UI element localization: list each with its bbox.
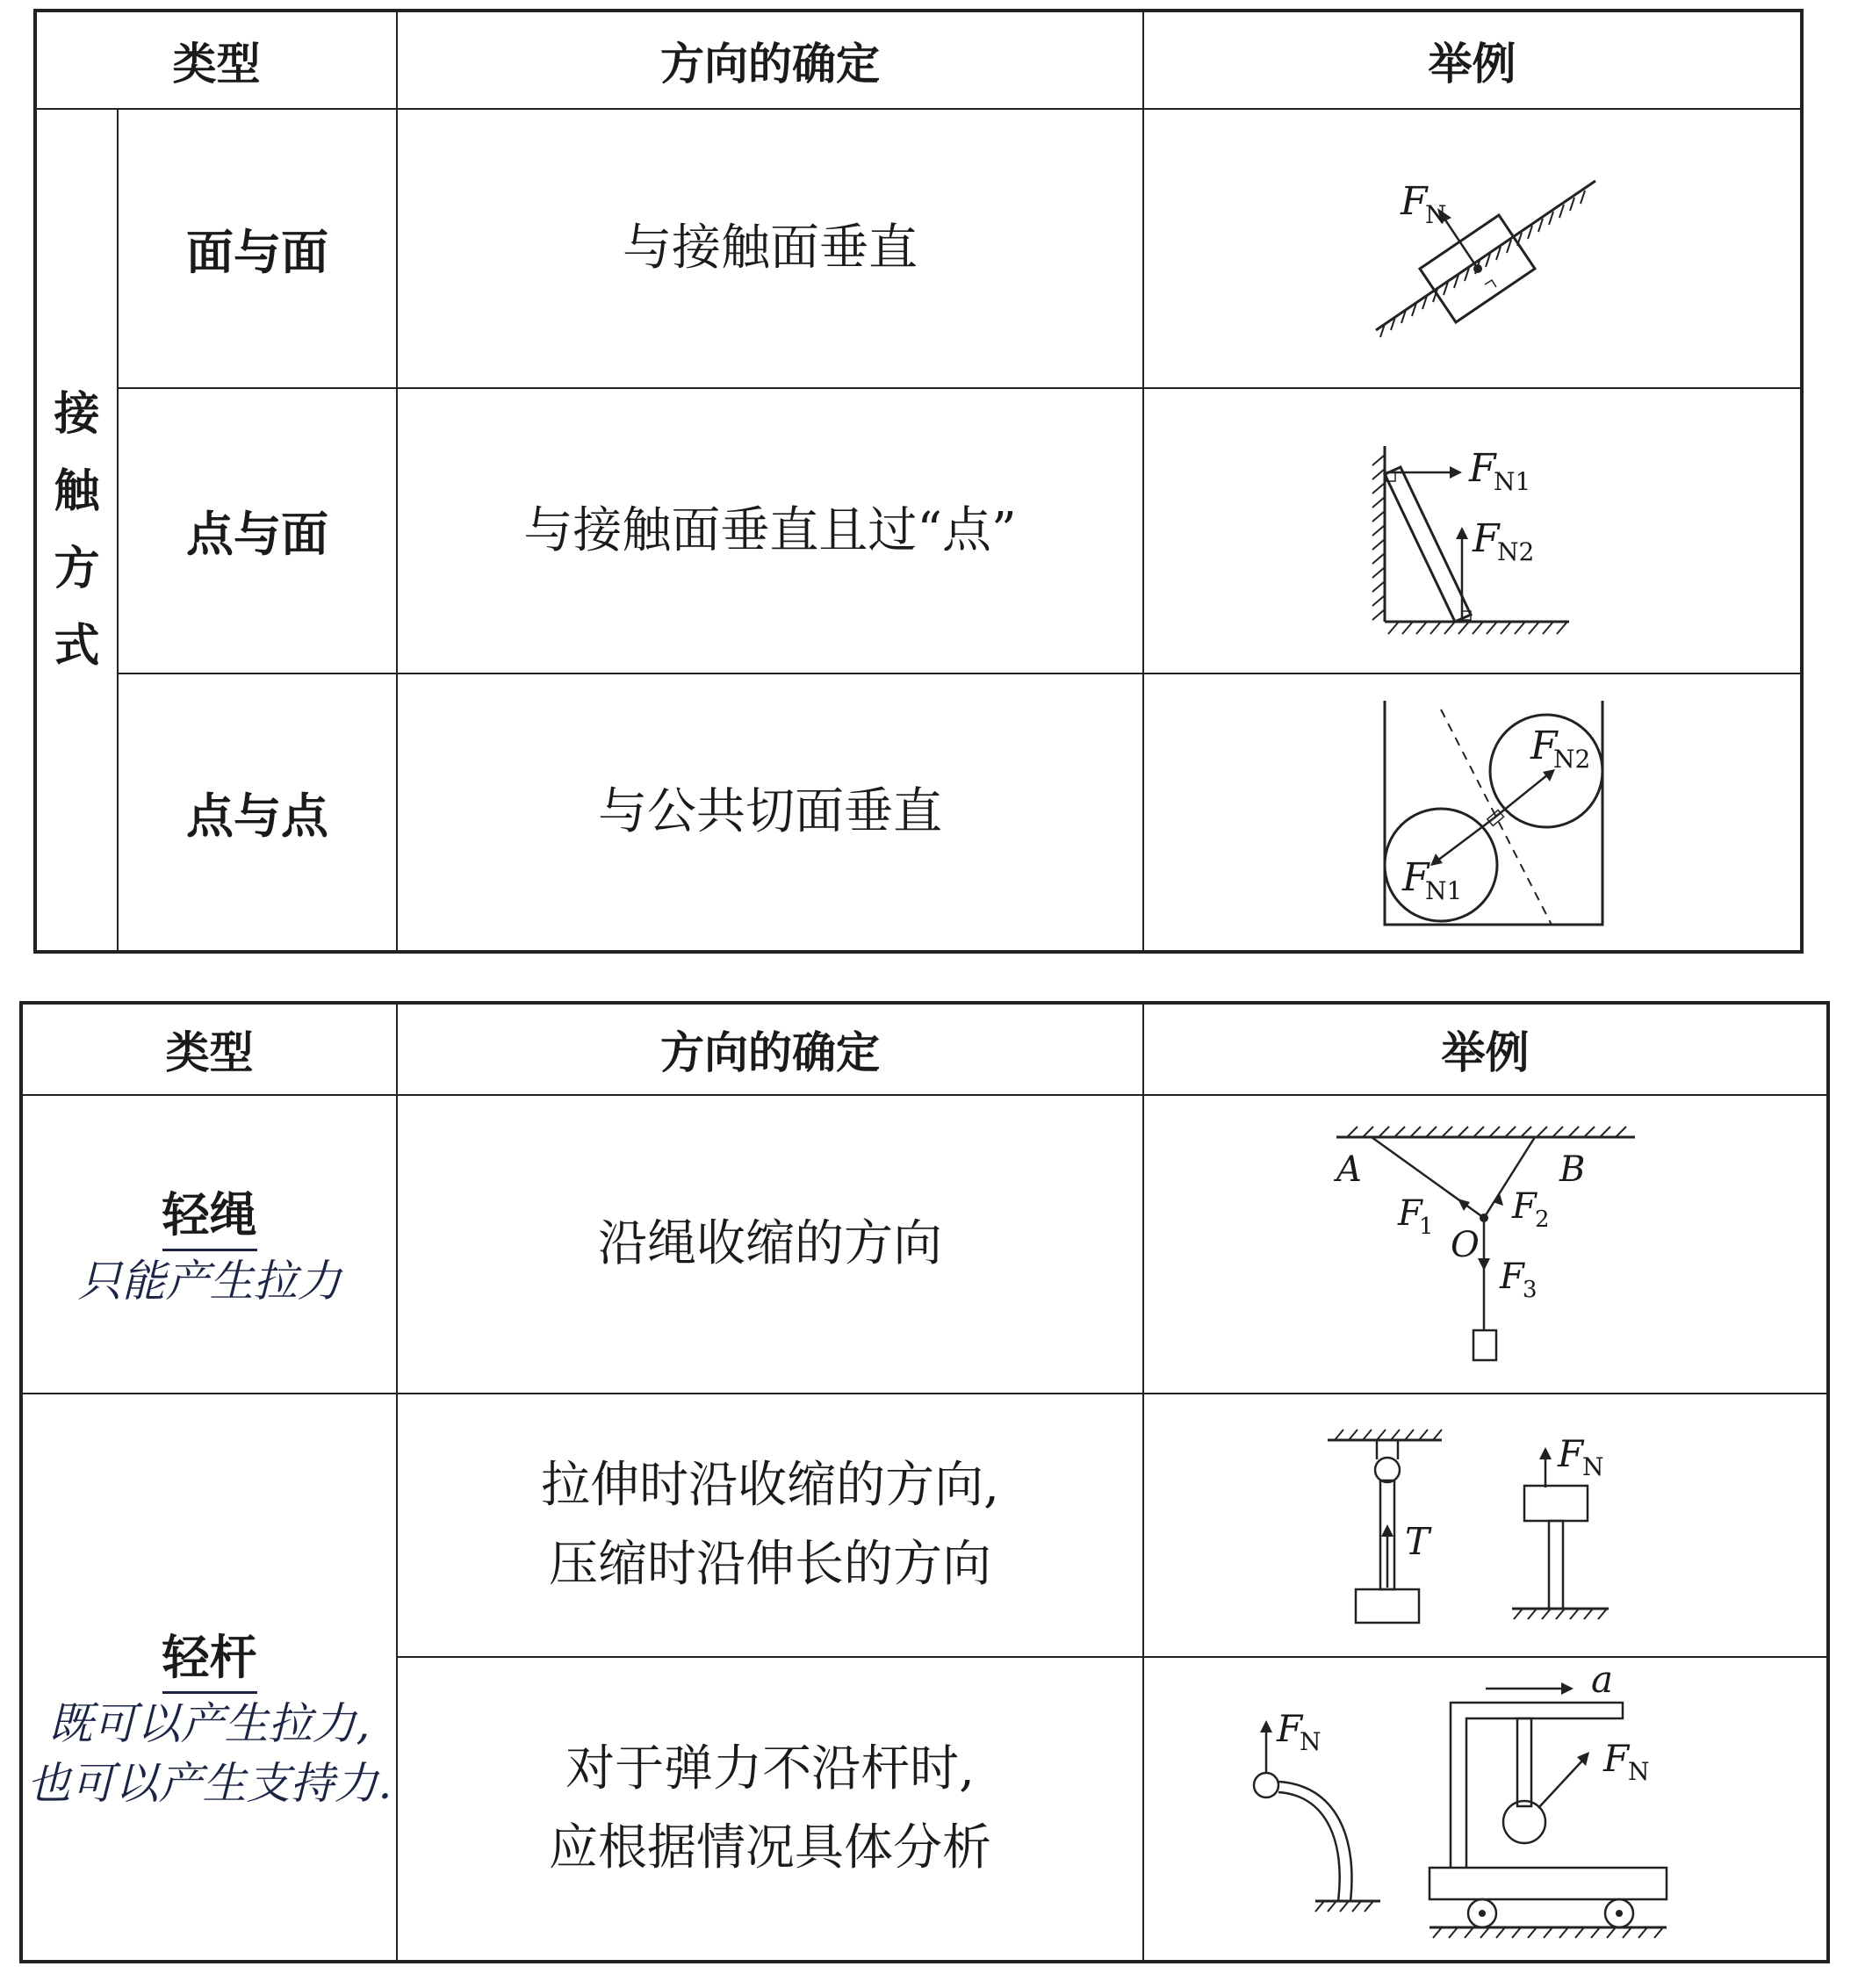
type-light-rope: 轻绳 只能产生拉力 [21, 1095, 397, 1394]
svg-text:F: F [1276, 1707, 1302, 1750]
example-point-surface [1143, 388, 1802, 673]
table2-header-direction: 方向的确定 [397, 1003, 1143, 1095]
direction-point-surface: 与接触面垂直且过“点” [397, 388, 1143, 673]
svg-text:N1: N1 [1424, 876, 1462, 905]
hanging-weight-ropes-diagram [1328, 1111, 1644, 1374]
direction-light-rod-axial: 拉伸时沿收缩的方向, 压缩时沿伸长的方向 [397, 1394, 1143, 1657]
svg-text:N: N [1627, 1757, 1649, 1786]
svg-text:F: F [1530, 724, 1558, 768]
svg-text:N1: N1 [1493, 466, 1530, 496]
svg-text:N: N [1299, 1727, 1321, 1756]
table1-row [35, 109, 1802, 388]
table1-row [35, 673, 1802, 952]
block-on-incline-diagram [1297, 137, 1648, 357]
svg-text:O: O [1450, 1225, 1480, 1265]
direction-light-rod-special: 对于弹力不沿杆时, 应根据情况具体分析 [397, 1657, 1143, 1962]
example-point-point [1143, 673, 1802, 952]
svg-text:A: A [1336, 1149, 1362, 1190]
rope-rod-force-table [19, 1001, 1830, 1963]
contact-mode-label: 接 触 方 式 [35, 109, 118, 952]
svg-text:F: F [1468, 445, 1496, 491]
svg-text:N2: N2 [1552, 745, 1590, 774]
svg-text:F: F [1472, 515, 1500, 561]
table1-header-example: 举例 [1143, 11, 1802, 109]
rod-against-wall-diagram [1314, 411, 1631, 648]
svg-text:F: F [1401, 855, 1430, 900]
direction-light-rope: 沿绳收缩的方向 [397, 1095, 1143, 1394]
svg-text:F: F [1557, 1432, 1583, 1475]
type-point-surface: 点与面 [118, 388, 397, 673]
svg-text:F: F [1397, 1193, 1422, 1234]
svg-text:1: 1 [1418, 1214, 1434, 1240]
svg-text:T: T [1404, 1520, 1430, 1563]
type-surface-surface: 面与面 [118, 109, 397, 388]
type-light-rod: 轻杆 既可以产生拉力, 也可以产生支持力. [21, 1394, 397, 1962]
svg-text:3: 3 [1522, 1277, 1538, 1303]
example-surface-surface [1143, 109, 1802, 388]
table2-row-rod [21, 1394, 1828, 1657]
table2-row-rope [21, 1095, 1828, 1394]
table1-header-row [35, 11, 1802, 109]
handwritten-note-rod: 既可以产生拉力, 也可以产生支持力. [26, 1698, 392, 1809]
curved-rod-and-cart-diagram [1240, 1671, 1732, 1943]
svg-text:N: N [1581, 1452, 1603, 1481]
contact-elastic-force-table [33, 9, 1804, 954]
handwritten-note-rope: 只能产生拉力 [77, 1256, 342, 1307]
table2-header-example: 举例 [1143, 1003, 1828, 1095]
svg-text:F: F [1602, 1737, 1629, 1780]
table2-header-type: 类型 [21, 1003, 397, 1095]
table1-row [35, 388, 1802, 673]
table1-header-type: 类型 [35, 11, 397, 109]
svg-text:F: F [1400, 179, 1428, 224]
direction-surface-surface: 与接触面垂直 [397, 109, 1143, 388]
example-light-rod-special [1143, 1657, 1828, 1962]
svg-text:a: a [1590, 1671, 1613, 1701]
example-light-rope [1143, 1095, 1828, 1394]
svg-text:N: N [1424, 200, 1446, 229]
svg-text:B: B [1559, 1149, 1585, 1190]
two-balls-in-container-diagram [1332, 683, 1613, 938]
svg-text:2: 2 [1534, 1206, 1550, 1233]
direction-point-point: 与公共切面垂直 [397, 673, 1143, 952]
example-light-rod-axial [1143, 1394, 1828, 1657]
table1-header-direction: 方向的确定 [397, 11, 1143, 109]
table2-header-row [21, 1003, 1828, 1095]
svg-text:N2: N2 [1496, 537, 1534, 566]
svg-text:F: F [1499, 1257, 1524, 1297]
rod-tension-compression-diagram [1301, 1423, 1670, 1624]
svg-text:F: F [1511, 1186, 1537, 1227]
type-point-point: 点与点 [118, 673, 397, 952]
